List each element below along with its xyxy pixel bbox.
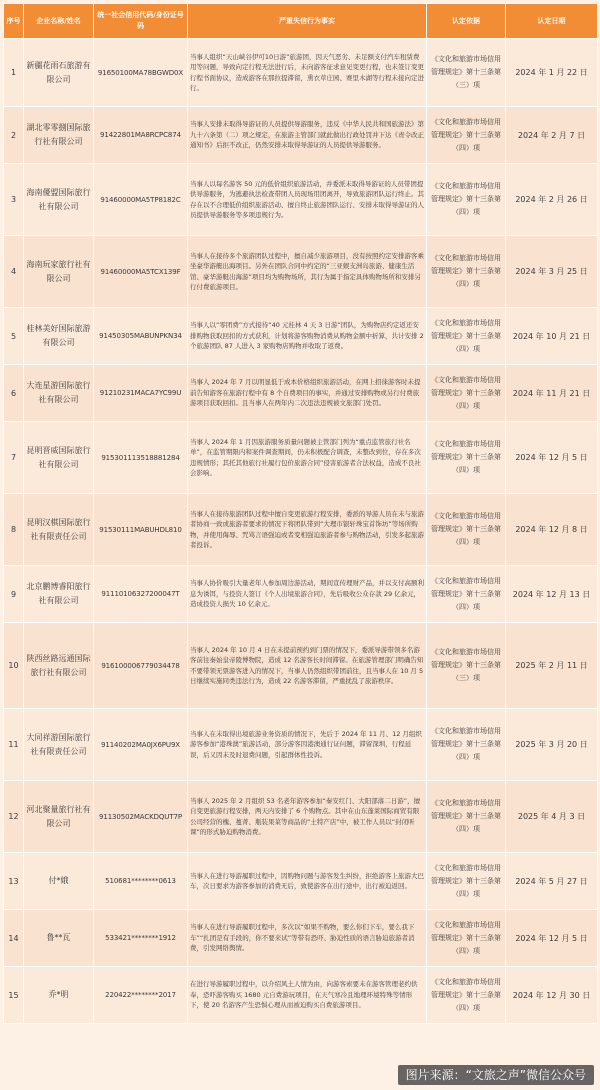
row-credit-code: 91450305MABUNPKN34 xyxy=(94,308,188,365)
row-name: 鲁**瓦 xyxy=(24,910,94,967)
row-date: 2025 年 4 月 3 日 xyxy=(506,781,598,853)
row-name: 湖北零零捌国际旅行社有限公司 xyxy=(24,107,94,164)
row-basis: 《文化和旅游市场信用管理规定》第十三条第（四）项 xyxy=(427,422,506,494)
image-source-caption: 图片来源：“文旅之声”微信公众号 xyxy=(398,1065,594,1085)
row-fact: 当事人 2024 年 10 月 4 日在未提前预约到门票的情况下，委派导游带领多名游客前往秦始皇帝陵博物院，造成 12 名游客长时间滞留。在旅游管理部门明确告知不要带领无票游客进入的情况下，当事人仍然组织带团前往，且当事人在 10 月 5 日继续实施同类违法行为，造成 22 名游客滞留，严重扰乱了旅游秩序。 xyxy=(188,623,427,709)
row-name: 海南玩家旅行社有限公司 xyxy=(24,236,94,308)
table-row xyxy=(4,494,598,566)
table-row xyxy=(4,623,598,709)
row-index: 13 xyxy=(4,853,24,910)
table-row xyxy=(4,910,598,967)
row-fact: 当事人在接待旅游团队过程中擅自变更旅游行程安排，委派的导游人员在未与旅游者协商一致或旅游者要求的情况下将团队带到“大理市银轩珠宝首饰坊”等场所购物，并使用侮辱、咒骂言语强迫或者变相强迫旅游者参与购物活动，引发多起旅游者投诉。 xyxy=(188,494,427,566)
row-index: 5 xyxy=(4,308,24,365)
table-row xyxy=(4,308,598,365)
table-body xyxy=(4,39,598,1024)
row-basis: 《文化和旅游市场信用管理规定》第十三条第（四）项 xyxy=(427,365,506,422)
row-fact: 当事人安排未取得导游证的人员提供导游服务，违反《中华人民共和国旅游法》第九十六条第（二）项之规定，在旅游主管部门就此做出行政处罚并下达《责令改正通知书》后拒不改正，仍然安排未取得导游证的人员提供导游服务。 xyxy=(188,107,427,164)
table-row xyxy=(4,236,598,308)
row-name: 大连星游国际旅行社有限公司 xyxy=(24,365,94,422)
row-credit-code: 91460000MA5TCX139F xyxy=(94,236,188,308)
row-basis: 《文化和旅游市场信用管理规定》第十三条第（四）项 xyxy=(427,910,506,967)
row-index: 12 xyxy=(4,781,24,853)
row-index: 10 xyxy=(4,623,24,709)
row-name: 新疆花雨石旅游有限公司 xyxy=(24,39,94,107)
row-basis: 《文化和旅游市场信用管理规定》第十三条第（四）项 xyxy=(427,236,506,308)
row-name: 付*娥 xyxy=(24,853,94,910)
row-fact: 当事人以每名游客 50 元的低价组织旅游活动，并委派未取得导游证的人员带团提供导游服务，为逃避执法检查带团人员现场用团离开，导致旅游团队运行终止。其存在以不合理低价组织旅游活动、擅自终止旅游团队运行、安排未取得导游证的人员提供导游服务等多项违规行为。 xyxy=(188,164,427,236)
header-fact: 严重失信行为事实 xyxy=(188,4,427,39)
table-row xyxy=(4,107,598,164)
table-row xyxy=(4,709,598,781)
row-basis: 《文化和旅游市场信用管理规定》第十三条第（三）项 xyxy=(427,623,506,709)
row-name: 北京鹏博睿阳旅行社有限公司 xyxy=(24,566,94,623)
header-index: 序号 xyxy=(4,4,24,39)
table-row xyxy=(4,39,598,107)
row-index: 6 xyxy=(4,365,24,422)
header-date: 认定日期 xyxy=(506,4,598,39)
row-date: 2024 年 12 月 5 日 xyxy=(506,422,598,494)
row-index: 9 xyxy=(4,566,24,623)
row-basis: 《文化和旅游市场信用管理规定》第十三条第（三）项 xyxy=(427,39,506,107)
row-basis: 《文化和旅游市场信用管理规定》第十三条第（四）项 xyxy=(427,308,506,365)
row-index: 7 xyxy=(4,422,24,494)
row-basis: 《文化和旅游市场信用管理规定》第十三条第（四）项 xyxy=(427,781,506,853)
row-index: 4 xyxy=(4,236,24,308)
table-row xyxy=(4,967,598,1024)
row-fact: 当事人在进行导游履职过程中，多次以“如果不购物，要么你们下车，要么我下车”“扎团是有手段的，你不要来试”等带有恐吓、胁迫性质的语言胁迫旅游者消费，引发网络舆情。 xyxy=(188,910,427,967)
dishonest-entities-table xyxy=(3,3,598,1024)
row-date: 2024 年 3 月 25 日 xyxy=(506,236,598,308)
row-credit-code: 91610000677903447​8 xyxy=(94,623,188,709)
row-fact: 当事人 2024 年 1 月因旅游服务质量问题被主管部门列为“重点监管旅行社名单”，在监管期限内和案件调查期间，仍未积极配合调查，未整改到位，存在多次违规情形；其托其他旅行社履行包价旅游合同”侵害旅游者合法权益，造成不良社会影响。 xyxy=(188,422,427,494)
row-fact: 当事人在未取得出境旅游业务资质的情况下，先后于 2024 年 11 月、12 月组织游客参加“港珠澳”旅游活动，部分游客因港澳通行证问题，滞留深圳，行程延误，后又因未及时退费问题，引起群体性投诉。 xyxy=(188,709,427,781)
row-credit-code: 91530111MABUHDL810 xyxy=(94,494,188,566)
row-name: 乔*明 xyxy=(24,967,94,1024)
table-row xyxy=(4,365,598,422)
row-fact: 在进行导游履职过程中，以介绍风土人情为由，向游客索要未在游客管理老约供奉，恐吓游客购买 1680 元自费游玩项目，在天气寒冷且地理环境特殊等情形下，使 20 名游客产生恐惧心理从而被迫购买自费旅游项目。 xyxy=(188,967,427,1024)
row-basis: 《文化和旅游市场信用管理规定》第十三条第（四）项 xyxy=(427,107,506,164)
row-index: 14 xyxy=(4,910,24,967)
row-credit-code: 220422********2017 xyxy=(94,967,188,1024)
row-name: 大同祥游国际旅行社有限责任公司 xyxy=(24,709,94,781)
row-credit-code: 91110106327200047T xyxy=(94,566,188,623)
row-credit-code: 510681********0613 xyxy=(94,853,188,910)
table-row xyxy=(4,853,598,910)
row-index: 2 xyxy=(4,107,24,164)
row-name: 昆明汉棋国际旅行社有限责任公司 xyxy=(24,494,94,566)
row-credit-code: 91210231MACA7YC99U xyxy=(94,365,188,422)
row-fact: 当事人 2024 年 7 月以明显低于成本价格组织旅游活动，在网上招徕游客时未提前告知游客在旅游行程中有 8 个自费项目的事实，并通过安排购物或另行付费旅游项目获取回扣。且当事人在两年内二次违法违规被文旅部门处罚。 xyxy=(188,365,427,422)
row-credit-code: 533421********1912 xyxy=(94,910,188,967)
row-name: 桂林美好国际旅游有限公司 xyxy=(24,308,94,365)
row-credit-code: 91140202MA0JX6PU9X xyxy=(94,709,188,781)
row-date: 2025 年 3 月 20 日 xyxy=(506,709,598,781)
row-date: 2024 年 12 月 30 日 xyxy=(506,967,598,1024)
table-row xyxy=(4,566,598,623)
row-fact: 当事人在接待多个旅游团队过程中，擅自减少旅游项目，没有按照约定安排游客乘坐豪华游艇出海项目。另外在团队合同中约定的“三亚蜈支洲岛旅游、健康生活馆、豪华游艇出海游”项目均为购物场所，其行为属于指定具体购物场所和安排另行付费旅游项目。 xyxy=(188,236,427,308)
row-credit-code: 91130502MACKDQUT7P xyxy=(94,781,188,853)
row-basis: 《文化和旅游市场信用管理规定》第十三条第（四）项 xyxy=(427,494,506,566)
table-row xyxy=(4,164,598,236)
row-fact: 当事人协价吸引大量老年人参加周边游活动，期间宣传理财产品，并以支付高额利息为诱饵，与投资人签订《个人出境旅游合同》，先后吸收公众存款 29 亿余元，造成投资人损失 10 亿余元。 xyxy=(188,566,427,623)
row-date: 2024 年 12 月 8 日 xyxy=(506,494,598,566)
header-name: 企业名称/姓名 xyxy=(24,4,94,39)
row-credit-code: 91460000MA5TP8182C xyxy=(94,164,188,236)
table-header xyxy=(4,4,598,39)
row-credit-code: 91422801MA8RCPC874 xyxy=(94,107,188,164)
row-date: 2024 年 2 月 7 日 xyxy=(506,107,598,164)
row-basis: 《文化和旅游市场信用管理规定》第十三条第（四）项 xyxy=(427,853,506,910)
row-fact: 当事人 2025 年 2 月组织 53 名老年游客参加“秦安红门、大阳部落二日游”，擅自变更旅游行程安排，两天内安排了 6 个购物点。其中在山东蓬莱国际商贸有限公司经营的槐、蔓菁、瓶装果菜等商品的“土特产店”中，被工作人员以“封闭听课”的形式胁迫购物消费。 xyxy=(188,781,427,853)
row-index: 15 xyxy=(4,967,24,1024)
row-date: 2024 年 5 月 27 日 xyxy=(506,853,598,910)
row-fact: 当事人组织“天山峡谷伊可10日游”旅游团，因天气恶劣、未足额支付汽车租赁费用等问题，导致向定行程无法进行后，未向游客征求意见变更行程，也未签订变更行程书面协议，造成游客在那拉提滞留，熏衣草庄园、赛里木湖等行程未接向定进行。 xyxy=(188,39,427,107)
row-date: 2024 年 12 月 13 日 xyxy=(506,566,598,623)
row-date: 2024 年 10 月 21 日 xyxy=(506,308,598,365)
table-row xyxy=(4,781,598,853)
row-credit-code: 91650100MA78BGWD0X xyxy=(94,39,188,107)
row-index: 3 xyxy=(4,164,24,236)
row-basis: 《文化和旅游市场信用管理规定》第十三条第（四）项 xyxy=(427,566,506,623)
row-credit-code: 91530111351888128​4 xyxy=(94,422,188,494)
row-index: 8 xyxy=(4,494,24,566)
header-basis: 认定依据 xyxy=(427,4,506,39)
row-name: 河北聚量旅行社有限公司 xyxy=(24,781,94,853)
row-date: 2024 年 12 月 5 日 xyxy=(506,910,598,967)
row-date: 2024 年 1 月 22 日 xyxy=(506,39,598,107)
row-date: 2024 年 2 月 26 日 xyxy=(506,164,598,236)
row-name: 海南優盟国际旅行社有限公司 xyxy=(24,164,94,236)
row-name: 陕西丝路远通国际旅行社有限公司 xyxy=(24,623,94,709)
row-date: 2025 年 2 月 11 日 xyxy=(506,623,598,709)
row-basis: 《文化和旅游市场信用管理规定》第十三条第（四）项 xyxy=(427,164,506,236)
table-row xyxy=(4,422,598,494)
header-code: 统一社会信用代码/身份证号码 xyxy=(94,4,188,39)
row-date: 2024 年 11 月 21 日 xyxy=(506,365,598,422)
row-name: 昆明晋威国际旅行社有限公司 xyxy=(24,422,94,494)
row-basis: 《文化和旅游市场信用管理规定》第十三条第（四）项 xyxy=(427,967,506,1024)
row-index: 11 xyxy=(4,709,24,781)
row-fact: 当事人在进行导游履职过程中，因购物问题与游客发生纠纷，拒绝游客上旅游大巴车，次日要求为游客参加的消费无后，致使游客在出行途中，出行被迫返回。 xyxy=(188,853,427,910)
row-fact: 当事人以“零团费”方式接待“40 元桂林 4 天 3 日游”团队，为购物店约定返还安排购物获取回扣的方式获利，计划将游客购物消费从购物金额中折算，共计安排 2 个旅游团队 87 人进入 3 家购物店购物并收取了返费。 xyxy=(188,308,427,365)
row-index: 1 xyxy=(4,39,24,107)
row-basis: 《文化和旅游市场信用管理规定》第十三条第（四）项 xyxy=(427,709,506,781)
